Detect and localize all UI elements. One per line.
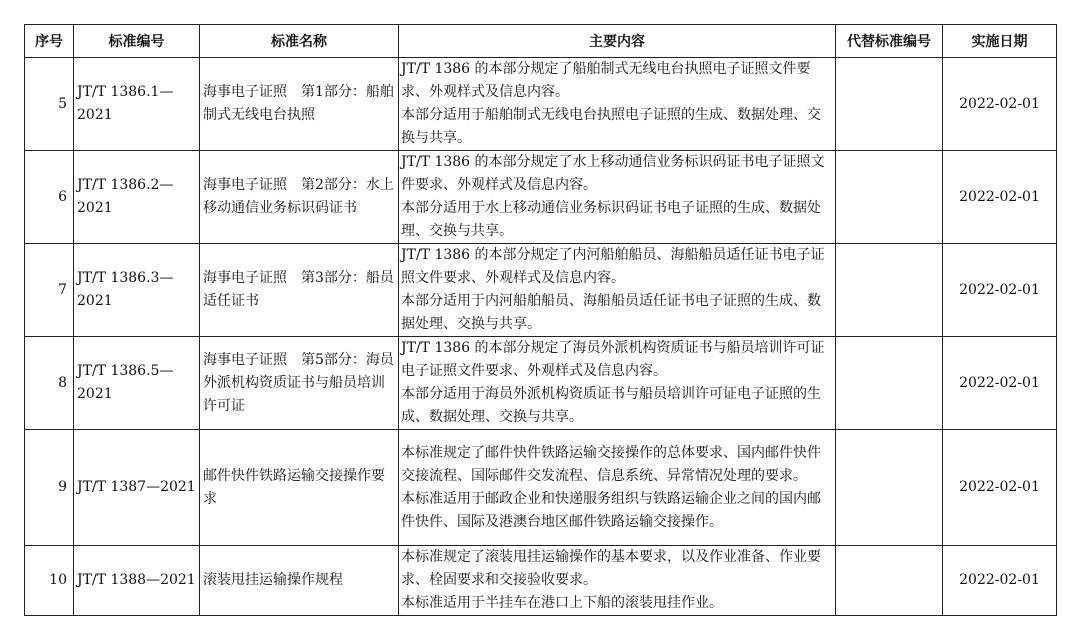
cell-name: 海事电子证照 第1部分：船舶制式无线电台执照: [200, 58, 399, 151]
content-paragraph: 本部分适用于内河船舶船员、海船船员适任证书电子证照的生成、数据处理、交换与共享。: [401, 293, 821, 332]
content-paragraph: JT/T 1386 的本部分规定了水上移动通信业务标识码证书电子证照文件要求、外观样式及信息内容。: [401, 154, 825, 193]
table-row: [25, 337, 1057, 430]
cell-content: [399, 337, 836, 430]
header-date: 实施日期: [943, 25, 1057, 58]
cell-code: JT/T 1387—2021: [74, 430, 200, 546]
cell-seq: 5: [25, 58, 74, 151]
cell-name: 海事电子证照 第3部分：船员适任证书: [200, 244, 399, 337]
cell-content: [399, 546, 836, 616]
table-row: [25, 430, 1057, 546]
cell-date: 2022-02-01: [943, 244, 1057, 337]
cell-replaced: [836, 151, 943, 244]
cell-code: JT/T 1386.1—2021: [74, 58, 200, 151]
table-row: [25, 546, 1057, 616]
cell-date: 2022-02-01: [943, 58, 1057, 151]
cell-replaced: [836, 244, 943, 337]
content-paragraph: 本部分适用于海员外派机构资质证书与船员培训许可证电子证照的生成、数据处理、交换与共享。: [401, 386, 821, 425]
cell-code: JT/T 1386.2—2021: [74, 151, 200, 244]
cell-date: 2022-02-01: [943, 337, 1057, 430]
cell-replaced: [836, 337, 943, 430]
cell-seq: 6: [25, 151, 74, 244]
cell-content: [399, 244, 836, 337]
cell-seq: 10: [25, 546, 74, 616]
cell-name: 邮件快件铁路运输交接操作要求: [200, 430, 399, 546]
header-row: [25, 25, 1057, 58]
content-paragraph: 本标准适用于半挂车在港口上下船的滚装甩挂作业。: [401, 595, 723, 611]
cell-content: [399, 430, 836, 546]
cell-code: JT/T 1386.5—2021: [74, 337, 200, 430]
content-paragraph: JT/T 1386 的本部分规定了海员外派机构资质证书与船员培训许可证电子证照文件要求、外观样式及信息内容。: [401, 340, 825, 379]
table-row: [25, 58, 1057, 151]
cell-seq: 7: [25, 244, 74, 337]
header-content: 主要内容: [399, 25, 836, 58]
table-row: [25, 151, 1057, 244]
cell-content: [399, 58, 836, 151]
header-code: 标准编号: [74, 25, 200, 58]
cell-name: 滚装甩挂运输操作规程: [200, 546, 399, 616]
cell-name: 海事电子证照 第5部分：海员外派机构资质证书与船员培训许可证: [200, 337, 399, 430]
content-paragraph: JT/T 1386 的本部分规定了内河船舶船员、海船船员适任证书电子证照文件要求、外观样式及信息内容。: [401, 247, 825, 286]
cell-date: 2022-02-01: [943, 546, 1057, 616]
cell-date: 2022-02-01: [943, 430, 1057, 546]
content-paragraph: 本标准适用于邮政企业和快递服务组织与铁路运输企业之间的国内邮件快件、国际及港澳台地区邮件铁路运输交接操作。: [401, 490, 821, 530]
table-row: [25, 244, 1057, 337]
cell-replaced: [836, 546, 943, 616]
standards-table-container: [24, 24, 1057, 616]
content-paragraph: 本部分适用于船舶制式无线电台执照电子证照的生成、数据处理、交换与共享。: [401, 107, 821, 146]
cell-seq: 9: [25, 430, 74, 546]
cell-seq: 8: [25, 337, 74, 430]
cell-code: JT/T 1388—2021: [74, 546, 200, 616]
content-paragraph: 本标准规定了邮件快件铁路运输交接操作的总体要求、国内邮件快件交接流程、国际邮件交发流程、信息系统、异常情况处理的要求。: [401, 444, 821, 484]
cell-replaced: [836, 430, 943, 546]
content-paragraph: JT/T 1386 的本部分规定了船舶制式无线电台执照电子证照文件要求、外观样式及信息内容。: [401, 61, 811, 100]
cell-replaced: [836, 58, 943, 151]
content-paragraph: 本标准规定了滚装甩挂运输操作的基本要求，以及作业准备、作业要求、栓固要求和交接验收要求。: [401, 549, 821, 588]
cell-date: 2022-02-01: [943, 151, 1057, 244]
header-seq: 序号: [25, 25, 74, 58]
cell-name: 海事电子证照 第2部分：水上移动通信业务标识码证书: [200, 151, 399, 244]
cell-code: JT/T 1386.3—2021: [74, 244, 200, 337]
standards-table: [24, 24, 1057, 616]
content-paragraph: 本部分适用于水上移动通信业务标识码证书电子证照的生成、数据处理、交换与共享。: [401, 200, 821, 239]
cell-content: [399, 151, 836, 244]
header-replaced: 代替标准编号: [836, 25, 943, 58]
header-name: 标准名称: [200, 25, 399, 58]
